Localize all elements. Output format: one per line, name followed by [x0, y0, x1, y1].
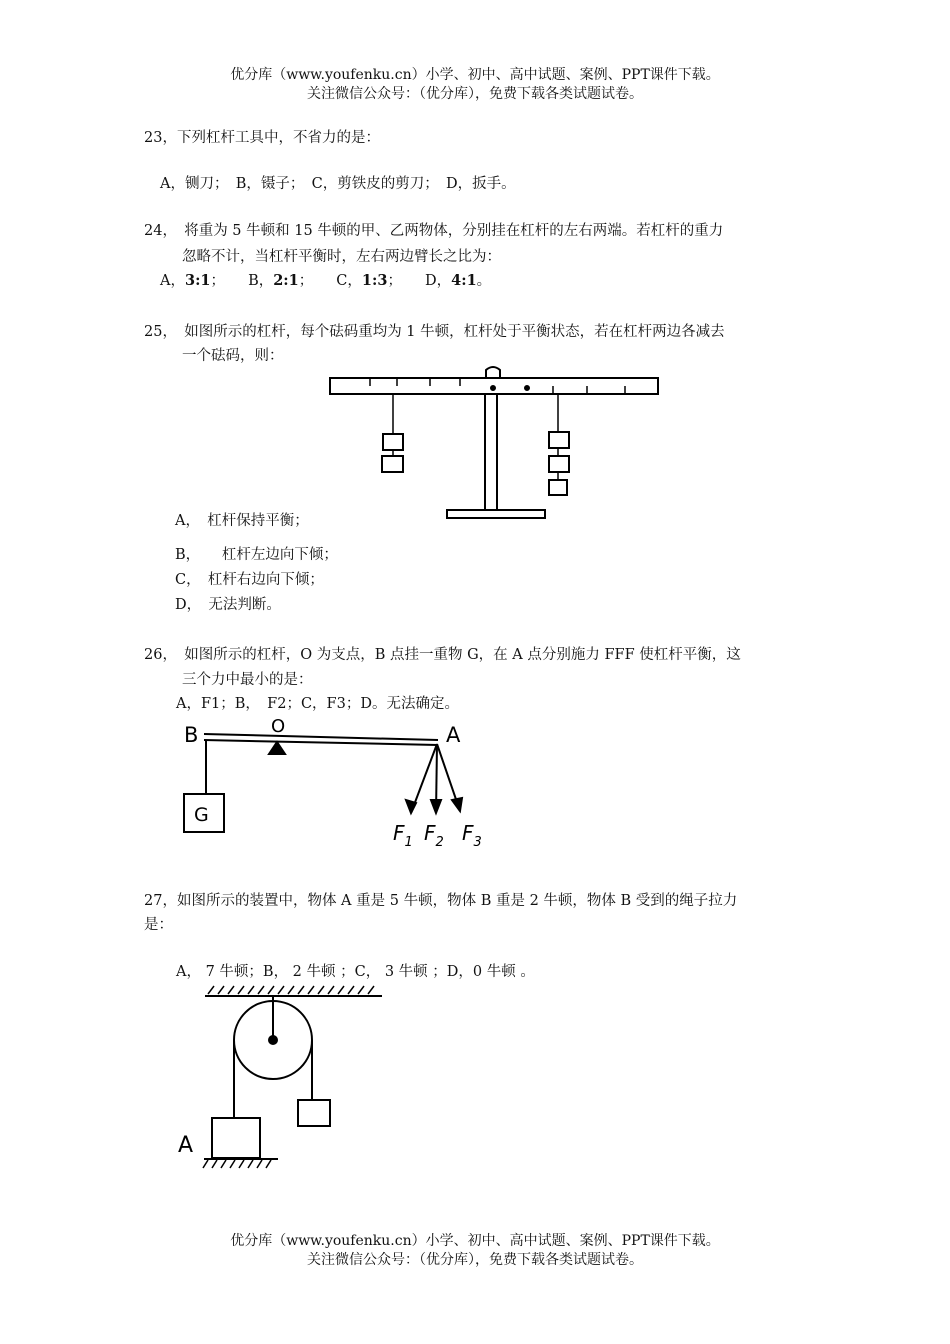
- option-c-value: 1:3: [361, 272, 388, 289]
- option-d-label: D，: [424, 273, 452, 289]
- block-a: [212, 1118, 260, 1158]
- header-line-1: 优分库（www.youfenku.cn）小学、初中、高中试题、案例、PPT课件下载。: [230, 67, 720, 83]
- beam-tick-marks: [370, 378, 625, 394]
- page-header: [0, 66, 950, 104]
- force-f1-arrowhead: [406, 800, 416, 813]
- lever-bar-top: [204, 734, 438, 740]
- ceiling-hatching: [208, 986, 374, 994]
- option-separator: ；: [298, 273, 314, 289]
- question-25-option-c: C， 杠杆右边向下倾；: [175, 572, 324, 588]
- question-24-stem-line-1: 24， 将重为 5 牛顿和 15 牛顿的甲、乙两物体，分别挂在杠杆的左右两端。若杠杆的重力: [144, 223, 724, 239]
- beam-dot: [525, 386, 529, 390]
- floor-hatching: [203, 1160, 271, 1168]
- label-g: G: [194, 804, 209, 826]
- block-b: [298, 1100, 330, 1126]
- option-a-value: 3:1: [184, 272, 211, 289]
- question-25-option-a: A， 杠杆保持平衡；: [175, 513, 309, 529]
- right-weight-2: [549, 456, 569, 472]
- question-25-option-d: D， 无法判断。: [175, 597, 281, 613]
- question-26-options: A，F1；B， F2；C，F3；D。无法确定。: [176, 696, 459, 712]
- option-a-label: A，: [160, 273, 185, 289]
- question-24-options: [160, 271, 491, 291]
- pivot-point: [491, 386, 495, 390]
- option-c-label: C，: [336, 273, 362, 289]
- label-f2: $F_2$: [424, 821, 444, 850]
- question-27-options: A， 7 牛顿；B， 2 牛顿 ；C， 3 牛顿 ；D，0 牛顿 。: [176, 964, 535, 980]
- pulley-figure: [170, 982, 390, 1172]
- left-weight-2: [382, 456, 403, 472]
- question-27-stem-line-2: 是：: [144, 917, 173, 933]
- header-line-2: 关注微信公众号：（优分库），免费下载各类试题试卷。: [307, 86, 643, 102]
- label-o: O: [271, 716, 286, 737]
- question-25-stem-line-1: 25， 如图所示的杠杆，每个砝码重均为 1 牛顿，杠杆处于平衡状态，若在杠杆两边各减去: [144, 324, 725, 340]
- question-23-stem: 23，下列杠杆工具中，不省力的是：: [144, 130, 380, 146]
- right-weight-3: [549, 480, 567, 495]
- lever-bar-bottom: [204, 740, 438, 745]
- option-b-value: 2:1: [273, 272, 299, 289]
- label-a: A: [446, 723, 461, 747]
- pulley-axle: [269, 1036, 277, 1044]
- label-block-a: A: [178, 1133, 194, 1158]
- lever-forces-figure: [180, 718, 500, 853]
- right-weight-1: [549, 432, 569, 448]
- force-f3-arrowhead: [452, 798, 462, 811]
- footer-line-1: 优分库（www.youfenku.cn）小学、初中、高中试题、案例、PPT课件下载。: [230, 1233, 720, 1249]
- question-25-option-b: B， 杠杆左边向下倾；: [175, 547, 338, 563]
- label-f1: $F_1$: [393, 821, 413, 850]
- footer-line-2: 关注微信公众号：（优分库），免费下载各类试题试卷。: [307, 1252, 643, 1268]
- question-25-stem-line-2: 一个砝码，则：: [182, 348, 284, 364]
- option-separator: ；: [387, 273, 402, 289]
- question-23-options: A，铡刀； B，镊子； C，剪铁皮的剪刀； D，扳手。: [160, 176, 516, 192]
- question-26-stem-line-2: 三个力中最小的是：: [182, 672, 313, 688]
- page-footer: [0, 1232, 950, 1270]
- option-d-value: 4:1: [451, 272, 477, 289]
- lever-balance-figure: [325, 364, 665, 524]
- question-27-stem-line-1: 27，如图所示的装置中，物体 A 重是 5 牛顿，物体 B 重是 2 牛顿，物体 B 受到的绳子拉力: [144, 893, 738, 909]
- force-f2-arrowhead: [431, 800, 441, 813]
- label-b: B: [184, 723, 199, 747]
- option-separator: ；: [210, 273, 226, 289]
- label-f3: $F_3$: [462, 821, 482, 850]
- stand-base: [447, 510, 545, 518]
- option-end: 。: [476, 273, 492, 289]
- pivot-knob: [486, 367, 500, 378]
- question-24-stem-line-2: 忽略不计，当杠杆平衡时，左右两边臂长之比为：: [182, 249, 501, 265]
- option-b-label: B，: [248, 273, 274, 289]
- left-weight-1: [383, 434, 403, 450]
- question-26-stem-line-1: 26， 如图所示的杠杆，O 为支点，B 点挂一重物 G，在 A 点分别施力 FFF 使杠杆平衡，这: [144, 647, 741, 663]
- fulcrum-triangle: [269, 742, 285, 754]
